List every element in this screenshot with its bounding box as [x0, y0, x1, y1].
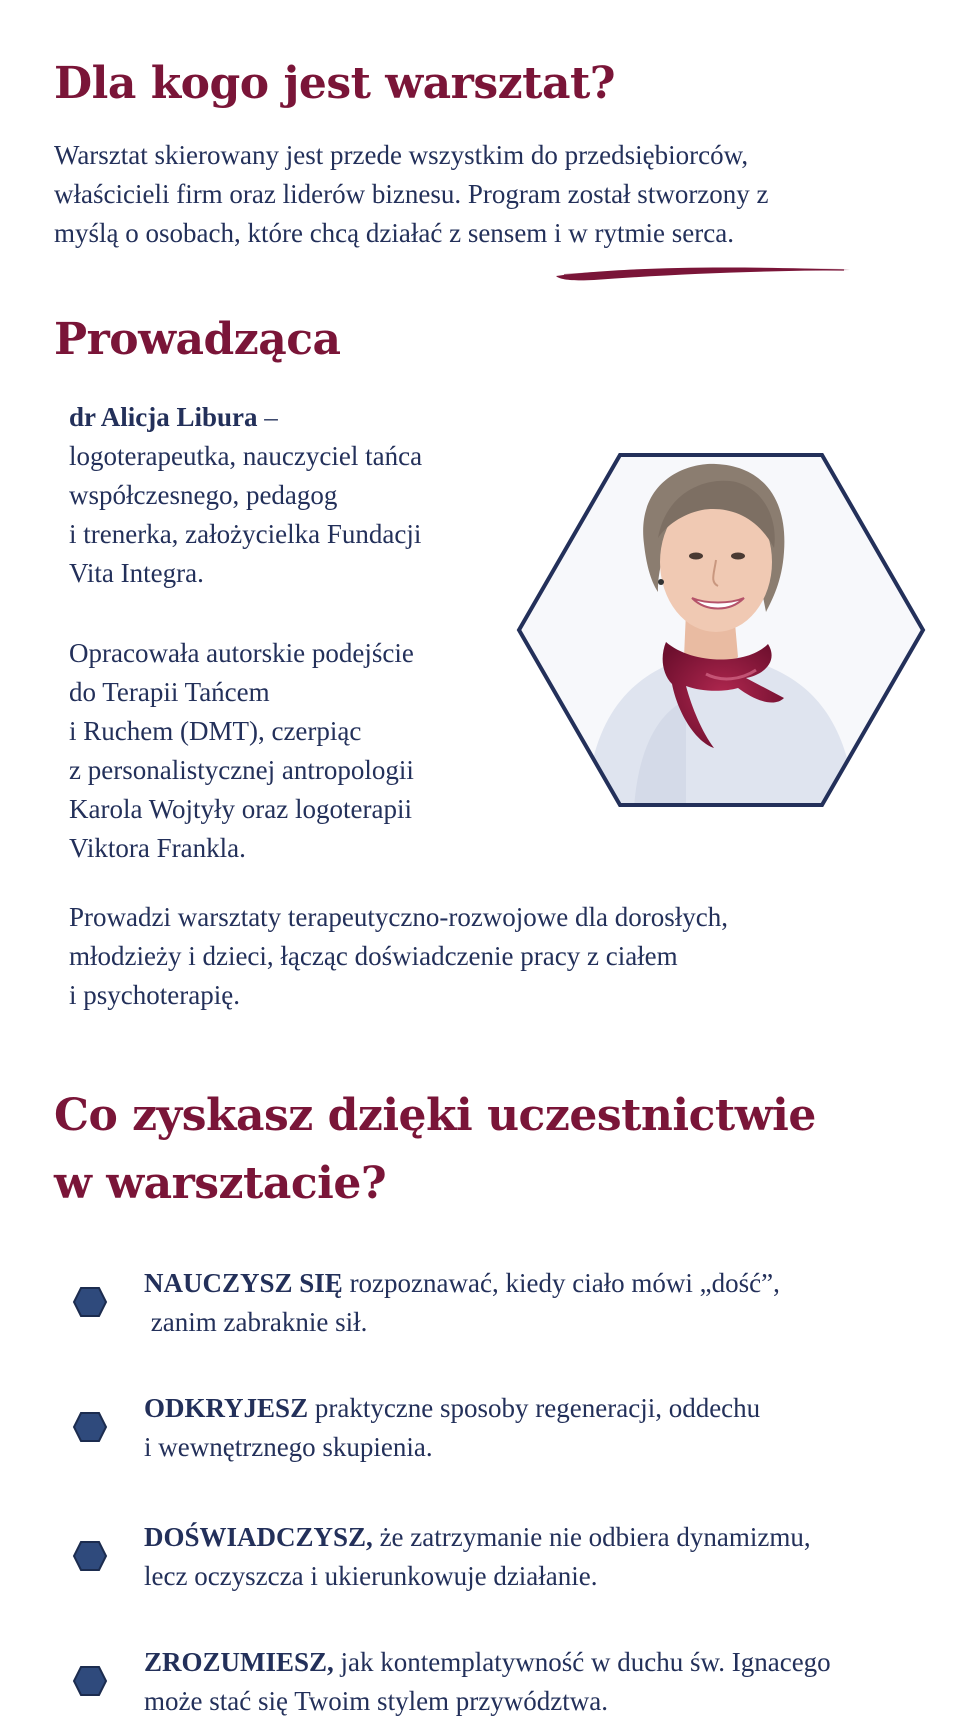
benefit-text [144, 1643, 831, 1721]
hexagon-bullet-icon [72, 1540, 108, 1572]
benefit-text [144, 1264, 780, 1342]
benefit-line: zanim zabraknie sił. [144, 1307, 368, 1337]
leader-bio-line: logoterapeutka, nauczyciel tańca [69, 441, 423, 471]
benefit-keyword: ODKRYJESZ [144, 1393, 309, 1423]
benefit-item [72, 1643, 932, 1733]
leader-dash: – [257, 402, 278, 432]
benefit-line: i wewnętrznego skupienia. [144, 1432, 433, 1462]
benefit-item [72, 1264, 932, 1354]
benefit-rest: że zatrzymanie nie odbiera dynamizmu, [372, 1522, 811, 1552]
benefits-heading-line: Co zyskasz dzięki uczestnictwie [54, 1090, 816, 1141]
audience-line: Warsztat skierowany jest przede wszystkim do przedsiębiorców, [54, 140, 749, 170]
benefit-line: może stać się Twoim stylem przywództwa. [144, 1686, 608, 1716]
leader-bio-line: Vita Integra. [69, 558, 204, 588]
audience-line: myślą o osobach, które chcą działać z sensem i w rytmie serca. [54, 218, 734, 248]
audience-heading: Dla kogo jest warsztat? [54, 58, 616, 109]
benefit-keyword: DOŚWIADCZYSZ, [144, 1522, 373, 1552]
benefit-line [144, 1264, 780, 1303]
leader-name-line [69, 398, 529, 437]
leader-portrait [516, 452, 926, 808]
leader-method-line: Opracowała autorskie podejście [69, 638, 414, 668]
leader-activity-line: Prowadzi warsztaty terapeutyczno-rozwojowe dla dorosłych, [69, 902, 729, 932]
leader-activity-line: i psychoterapię. [69, 980, 240, 1010]
benefit-line [144, 1518, 811, 1557]
audience-line: właścicieli firm oraz liderów biznesu. Program został stworzony z [54, 179, 769, 209]
benefit-keyword: ZROZUMIESZ, [144, 1647, 334, 1677]
leader-method-line: i Ruchem (DMT), czerpiąc [69, 716, 362, 746]
benefit-rest: rozpoznawać, kiedy ciało mówi „dość”, [342, 1268, 780, 1298]
leader-bio-intro [69, 398, 529, 593]
audience-description [54, 136, 934, 253]
benefit-keyword: NAUCZYSZ SIĘ [144, 1268, 343, 1298]
leader-bio-line: współczesnego, pedagog [69, 480, 338, 510]
benefit-rest: jak kontemplatywność w duchu św. Ignacego [333, 1647, 831, 1677]
leader-name: dr Alicja Libura [69, 402, 258, 432]
leader-method-line: Viktora Frankla. [69, 833, 246, 863]
leader-method-line: Karola Wojtyły oraz logoterapii [69, 794, 412, 824]
benefit-line: lecz oczyszcza i ukierunkowuje działanie. [144, 1561, 598, 1591]
benefit-line [144, 1389, 760, 1428]
leader-activity-line: młodzieży i dzieci, łącząc doświadczenie pracy z ciałem [69, 941, 678, 971]
hexagon-bullet-icon [72, 1665, 108, 1697]
brush-stroke-icon [554, 262, 854, 284]
benefit-rest: praktyczne sposoby regeneracji, oddechu [308, 1393, 761, 1423]
leader-bio-line: i trenerka, założycielka Fundacji [69, 519, 422, 549]
benefit-text [144, 1518, 811, 1596]
benefit-text [144, 1389, 760, 1467]
leader-activity [69, 898, 929, 1015]
benefit-item [72, 1518, 932, 1608]
benefit-line [144, 1643, 831, 1682]
benefit-item [72, 1389, 932, 1479]
leader-method [69, 634, 529, 868]
hexagon-bullet-icon [72, 1286, 108, 1318]
benefits-heading [54, 1082, 874, 1218]
benefits-heading-line: w warsztacie? [54, 1158, 387, 1209]
hexagon-bullet-icon [72, 1411, 108, 1443]
leader-method-line: z personalistycznej antropologii [69, 755, 414, 785]
leader-method-line: do Terapii Tańcem [69, 677, 270, 707]
leader-heading: Prowadząca [54, 314, 341, 365]
